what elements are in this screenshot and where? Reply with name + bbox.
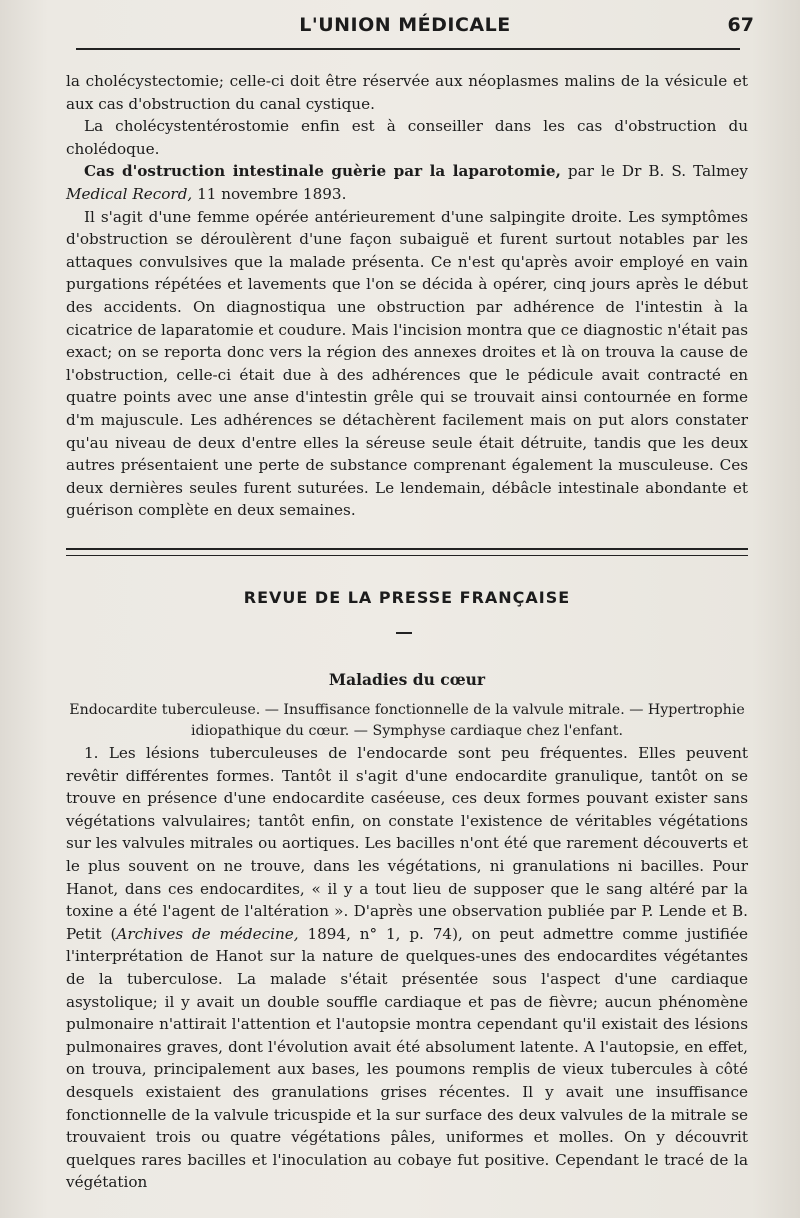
- paragraph: la cholécystectomie; celle-ci doit être réservée aux néoplasmes malins de la vésicule et aux cas d'obstruction du canal cystique.: [66, 72, 748, 113]
- paragraph: [66, 742, 748, 1194]
- paragraph-end: 1894, n° 1, p. 74), on peut admettre comme justifiée l'interprétation de Hanot sur la nature de quelques-unes des endocardites végétantes de la tuberculose. La malade s'était présentée sous l'aspect d'une cardiaque asystolique; il y avait un double souffle cardiaque et pas de fièvre; aucun phénomène pulmonaire n'attirait l'attention et l'autopsie montra cependant qu'il existait des lésions pulmonaires graves, dont l'évolution avait été absolument latente. A l'autopsie, en effet, on trouva, principalement aux bases, les poumons remplis de vieux tubercules à côté desquels existaient des granulations grises récentes. Il y avait une insuffisance fonctionnelle de la valvule tricuspide et la sur surface des deux valvules de la mitrale se trouvaient trois ou quatre végétations pâles, uniformes et molles. On y découvrit quelques rares bacilles et l'inoculation au cobaye fut positive. Cependant le tracé de la végétation: [66, 924, 749, 1192]
- case-authors: par le Dr B. S. Talmey: [560, 162, 748, 181]
- top-article: [66, 70, 748, 522]
- revue-article: [66, 742, 748, 1194]
- subsection-title: Maladies du cœur: [328, 670, 486, 689]
- page-header: [60, 14, 754, 44]
- paragraph-start: 1. Les lésions tuberculeuses de l'endocarde sont peu fréquentes. Elles peuvent revêtir différentes formes. Tantôt il s'agit d'une endocardite granulique, tantôt on se trouve en présence d'une endocardite caséeuse, ces deux formes pouvant exister sans végétations valvulaires; tantôt enfin, on constate l'existence de véritables végétations sur les valvules mitrales ou aortiques. Les bacilles n'ont été que rarement découverts et le plus souvent on ne trouve, dans les végétations, ni granulations ni bacilles. Pour Hanot, dans ces endocardites, « il y a tout lieu de supposer que le sang altéré par la toxine a été l'agent de l'altération ». D'après une observation publiée par P. Lende et B. Petit (: [66, 744, 748, 943]
- section-divider: [66, 548, 748, 556]
- journal-title: L'UNION MÉDICALE: [299, 14, 511, 36]
- header-rule: [76, 48, 740, 50]
- case-journal: Medical Record,: [66, 184, 193, 203]
- case-title: Cas d'ostruction intestinale guèrie par la laparotomie,: [84, 162, 561, 181]
- short-divider: [396, 632, 412, 634]
- section-title: REVUE DE LA PRESSE FRANÇAISE: [243, 588, 571, 607]
- page-number: 67: [727, 14, 754, 36]
- journal-citation: Archives de médecine,: [116, 924, 299, 943]
- topics-line: Endocardite tuberculeuse. — Insuffisance fonctionnelle de la valvule mitrale. — Hypertrophie idiopathique du cœur. — Symphyse cardiaque chez l'enfant.: [69, 702, 745, 739]
- paragraph: La cholécystentérostomie enfin est à conseiller dans les cas d'obstruction du cholédoque.: [66, 117, 748, 158]
- case-date: 11 novembre 1893.: [192, 184, 347, 203]
- paragraph: Il s'agit d'une femme opérée antérieurement d'une salpingite droite. Les symptômes d'obstruction se déroulèrent d'une façon subaiguë et furent surtout notables par les attaques convulsives que la malade présenta. Ce n'est qu'après avoir employé en vain purgations répétées et lavements que l'on se décida à opérer, cinq jours après le début des accidents. On diagnostiqua une obstruction par adhérence de l'intestin à la cicatrice de laparatomie et coudure. Mais l'incision montra que ce diagnostic n'était pas exact; on se reporta donc vers la région des annexes droites et là on trouva la cause de l'obstruction, celle-ci était due à des adhérences que le pédicule avait contracté en quatre points avec une anse d'intestin grêle qui se trouvait ainsi contournée en forme d'm majuscule. Les adhérences se détachèrent facilement mais on put alors constater qu'au niveau de deux d'entre elles la séreuse seule était détruite, tandis que les deux autres présentaient une perte de substance comprenant également la musculeuse. Ces deux dernières seules furent suturées. Le lendemain, débâcle intestinale abondante et guérison complète en deux semaines.: [66, 207, 748, 520]
- case-heading: [66, 160, 748, 205]
